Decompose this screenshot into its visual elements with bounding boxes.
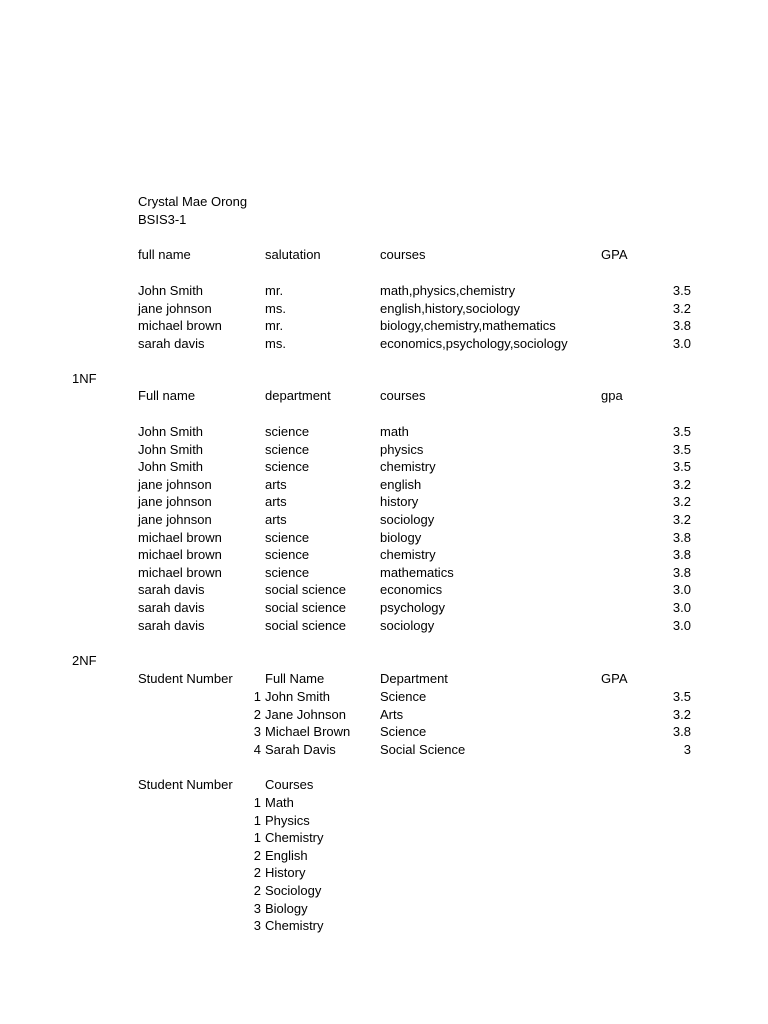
nf1-cell-row [0,458,768,476]
nf1-cell-course: mathematics [380,564,454,580]
nf2-course-cell-number: 1 [253,795,261,810]
nf2-students-header-department: Department [380,671,448,686]
nf1-cell-row [0,581,768,599]
original-cell-gpa: 3.2 [672,300,691,316]
nf1-cell-name: sarah davis [138,617,205,633]
nf1-cell-department: science [265,459,310,475]
nf2-student-cell-department: Arts [380,706,404,722]
nf2-courses-header-row [0,776,768,794]
nf1-cell-name: jane johnson [138,512,212,527]
nf2-course-cell-row [0,900,768,918]
nf2-student-cell-gpa: 3.2 [672,706,691,722]
nf2-course-cell-number: 2 [253,865,261,881]
original-cell-name: John Smith [138,283,204,298]
nf1-header-gpa: gpa [601,388,623,403]
nf1-cell-course: chemistry [380,547,436,563]
nf2-course-cell-course: Sociology [265,883,322,898]
nf2-student-cell-number: 1 [253,689,261,704]
nf1-cell-gpa: 3.5 [672,441,691,457]
nf1-cell-department: science [265,529,310,545]
author-name: Crystal Mae Orong [138,194,248,209]
nf1-cell-department: arts [265,476,287,492]
nf1-cell-course: psychology [380,600,446,615]
original-cell-row [0,282,768,300]
nf2-label-row [0,652,768,670]
nf1-cell-course: english [380,476,422,492]
nf1-cell-name: sarah davis [138,582,205,598]
nf2-courses-header-courses: Courses [265,777,314,792]
original-header-gpa: GPA [601,247,628,262]
original-cell-salutation: ms. [265,300,286,316]
original-header-fullname: full name [138,247,191,262]
nf1-cell-row [0,546,768,564]
nf1-header-fullname: Full name [138,388,196,403]
nf1-cell-name: jane johnson [138,476,212,492]
nf2-student-cell-department: Science [380,724,427,740]
nf1-cell-name: John Smith [138,459,204,475]
nf1-cell-department: science [265,547,310,563]
original-cell-salutation: mr. [265,283,284,298]
nf1-cell-row [0,441,768,459]
nf2-students-header-row [0,670,768,688]
nf1-cell-course: physics [380,441,424,457]
author-section: BSIS3-1 [138,212,187,227]
nf1-label-row [0,370,768,388]
original-cell-row [0,335,768,353]
nf1-cell-gpa: 3.8 [672,529,691,545]
nf1-cell-name: John Smith [138,441,204,457]
nf1-cell-gpa: 3.0 [672,600,691,615]
nf2-course-cell-row [0,794,768,812]
nf2-students-header-gpa: GPA [601,671,628,686]
nf2-student-cell-row [0,723,768,741]
nf1-cell-course: math [380,424,409,439]
nf1-cell-department: social science [265,600,346,615]
nf1-cell-name: michael brown [138,564,222,580]
nf2-course-cell-number: 1 [253,812,261,828]
nf1-cell-course: biology [380,529,422,545]
nf1-cell-row [0,599,768,617]
nf1-cell-row [0,564,768,582]
nf1-label: 1NF [72,371,97,386]
nf1-cell-gpa: 3.5 [672,424,691,439]
original-cell-name: michael brown [138,318,222,334]
original-cell-courses: economics,psychology,sociology [380,335,568,351]
nf2-course-cell-course: Biology [265,900,308,916]
author-section-row [0,211,768,229]
nf2-student-cell-row [0,706,768,724]
nf2-student-cell-department: Science [380,689,427,704]
nf2-course-cell-row [0,882,768,900]
original-cell-row [0,317,768,335]
original-cell-gpa: 3.5 [672,283,691,298]
nf1-cell-name: jane johnson [138,494,212,510]
original-header-courses: courses [380,247,426,262]
original-cell-row [0,300,768,318]
nf1-cell-course: economics [380,582,443,598]
nf1-cell-row [0,617,768,635]
nf1-cell-name: sarah davis [138,600,205,615]
nf1-cell-department: arts [265,512,287,527]
nf2-student-cell-department: Social Science [380,741,466,757]
nf2-student-cell-name: John Smith [265,689,331,704]
nf1-cell-name: michael brown [138,547,222,563]
nf2-course-cell-row [0,864,768,882]
nf2-course-cell-number: 2 [253,883,261,898]
nf2-course-cell-number: 3 [253,900,261,916]
nf2-student-cell-name: Michael Brown [265,724,351,740]
nf1-cell-gpa: 3.2 [672,512,691,527]
nf2-student-cell-row [0,688,768,706]
original-cell-name: sarah davis [138,335,205,351]
nf1-cell-department: arts [265,494,287,510]
nf2-student-cell-gpa: 3.5 [672,689,691,704]
nf2-student-cell-name: Sarah Davis [265,741,336,757]
original-cell-gpa: 3.0 [672,335,691,351]
original-cell-courses: biology,chemistry,mathematics [380,318,556,334]
nf1-cell-gpa: 3.8 [672,564,691,580]
nf2-course-cell-course: Chemistry [265,830,324,846]
nf1-cell-department: social science [265,617,346,633]
nf1-cell-department: science [265,564,310,580]
nf1-cell-course: chemistry [380,459,436,475]
nf2-course-cell-course: Math [265,795,294,810]
nf2-label: 2NF [72,653,97,668]
original-cell-name: jane johnson [138,300,212,316]
nf2-student-cell-name: Jane Johnson [265,706,346,722]
nf2-courses-header-number: Student Number [138,777,233,792]
nf1-header-row [0,387,768,405]
nf2-student-cell-number: 2 [253,706,261,722]
original-header-row [0,246,768,264]
nf2-course-cell-row [0,917,768,935]
nf2-student-cell-number: 4 [253,741,261,757]
nf1-header-department: department [265,388,331,403]
nf1-cell-gpa: 3.5 [672,459,691,475]
original-cell-courses: math,physics,chemistry [380,283,516,298]
nf2-student-cell-gpa: 3 [683,741,691,757]
original-header-salutation: salutation [265,247,321,262]
original-cell-courses: english,history,sociology [380,300,520,316]
nf2-students-header-number: Student Number [138,671,233,686]
nf1-cell-course: history [380,494,419,510]
nf2-course-cell-number: 2 [253,847,261,863]
nf2-course-cell-row [0,847,768,865]
author-name-row [0,193,768,211]
nf2-students-header-fullname: Full Name [265,671,325,686]
nf1-cell-gpa: 3.8 [672,547,691,563]
nf1-cell-course: sociology [380,512,435,527]
nf1-cell-row [0,493,768,511]
nf1-cell-row [0,476,768,494]
nf1-cell-course: sociology [380,617,435,633]
nf2-student-cell-gpa: 3.8 [672,724,691,740]
nf1-cell-department: social science [265,582,346,598]
nf1-cell-row [0,529,768,547]
nf1-cell-row [0,423,768,441]
nf1-cell-department: science [265,424,310,439]
nf1-cell-name: michael brown [138,529,222,545]
nf1-cell-gpa: 3.2 [672,494,691,510]
nf1-cell-name: John Smith [138,424,204,439]
nf2-course-cell-number: 3 [253,918,261,934]
original-cell-salutation: ms. [265,335,286,351]
nf1-cell-department: science [265,441,310,457]
nf1-header-courses: courses [380,388,426,403]
nf1-cell-gpa: 3.2 [672,476,691,492]
nf2-course-cell-course: Physics [265,812,310,828]
nf1-cell-gpa: 3.0 [672,582,691,598]
original-cell-gpa: 3.8 [672,318,691,334]
nf2-course-cell-number: 1 [253,830,261,846]
original-cell-salutation: mr. [265,318,284,334]
nf1-cell-gpa: 3.0 [672,617,691,633]
nf2-student-cell-number: 3 [253,724,261,740]
nf2-course-cell-course: English [265,847,308,863]
nf2-student-cell-row [0,741,768,759]
nf2-course-cell-course: Chemistry [265,918,324,934]
nf2-course-cell-course: History [265,865,306,881]
nf1-cell-row [0,511,768,529]
nf2-course-cell-row [0,829,768,847]
nf2-course-cell-row [0,812,768,830]
